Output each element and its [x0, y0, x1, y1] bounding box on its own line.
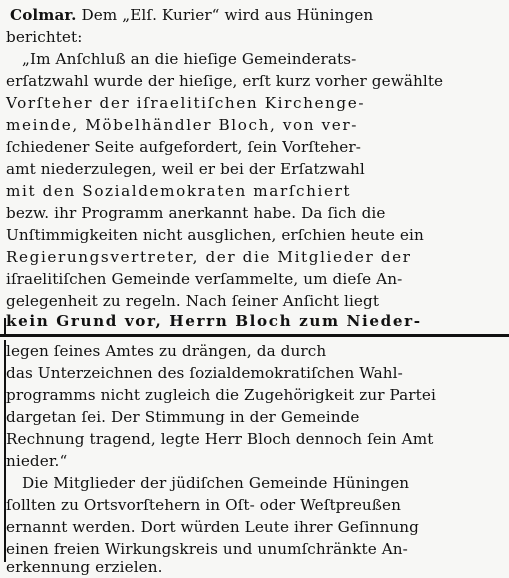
column-edge — [4, 318, 6, 336]
article-line: ſollten zu Ortsvorſtehern in Oſt- oder Weſtpreußen — [6, 496, 402, 514]
article-line: „Im Anſchluß an die hieſige Gemeinderats- — [22, 50, 357, 68]
article-line: nieder.“ — [6, 452, 68, 470]
article-line: amt niederzulegen, weil er bei der Erſatzwahl — [6, 160, 365, 178]
article-place: Colmar. — [10, 6, 77, 24]
article-first-line — [10, 4, 373, 26]
column-edge — [4, 340, 6, 562]
article-line: das Unterzeichnen des ſozialdemokratiſchen Wahl- — [6, 364, 403, 382]
article-line: einen freien Wirkungskreis und unumſchränkte An- — [6, 540, 408, 558]
article-line: dargetan ſei. Der Stimmung in der Gemeinde — [6, 408, 360, 426]
column-divider — [0, 334, 509, 337]
article-line: ſchiedener Seite aufgefordert, ſein Vorſteher- — [6, 138, 361, 156]
article-line: Vorſteher der iſraelitiſchen Kirchenge- — [6, 94, 366, 112]
article-line: Die Mitglieder der jüdiſchen Gemeinde Hüningen — [22, 474, 410, 492]
article-line: berichtet: — [6, 28, 83, 46]
article-line: Unſtimmigkeiten nicht ausglichen, erſchien heute ein — [6, 226, 424, 244]
article-line: meinde, Möbelhändler Bloch, von ver- — [6, 116, 358, 134]
article-line: mit den Sozialdemokraten marſchiert — [6, 182, 352, 200]
article-line: erſatzwahl wurde der hieſige, erſt kurz vorher gewählte — [6, 72, 444, 90]
article-line: Dem „Elſ. Kurier“ wird aus Hüningen — [81, 6, 374, 24]
article-line: iſraelitiſchen Gemeinde verſammelte, um dieſe An- — [6, 270, 403, 288]
article-line: kein Grund vor, Herrn Bloch zum Nieder- — [6, 312, 422, 330]
article-line: legen ſeines Amtes zu drängen, da durch — [6, 342, 327, 360]
article-line: programms nicht zugleich die Zugehörigkeit zur Partei — [6, 386, 436, 404]
article-line: bezw. ihr Programm anerkannt habe. Da ſich die — [6, 204, 386, 222]
article-line: Rechnung tragend, legte Herr Bloch dennoch ſein Amt — [6, 430, 434, 448]
article-line: gelegenheit zu regeln. Nach ſeiner Anſicht liegt — [6, 292, 380, 310]
article-line: erkennung erzielen. — [6, 558, 163, 576]
article-line: ernannt werden. Dort würden Leute ihrer Geſinnung — [6, 518, 419, 536]
article-line: Regierungsvertreter, der die Mitglieder der — [6, 248, 412, 266]
